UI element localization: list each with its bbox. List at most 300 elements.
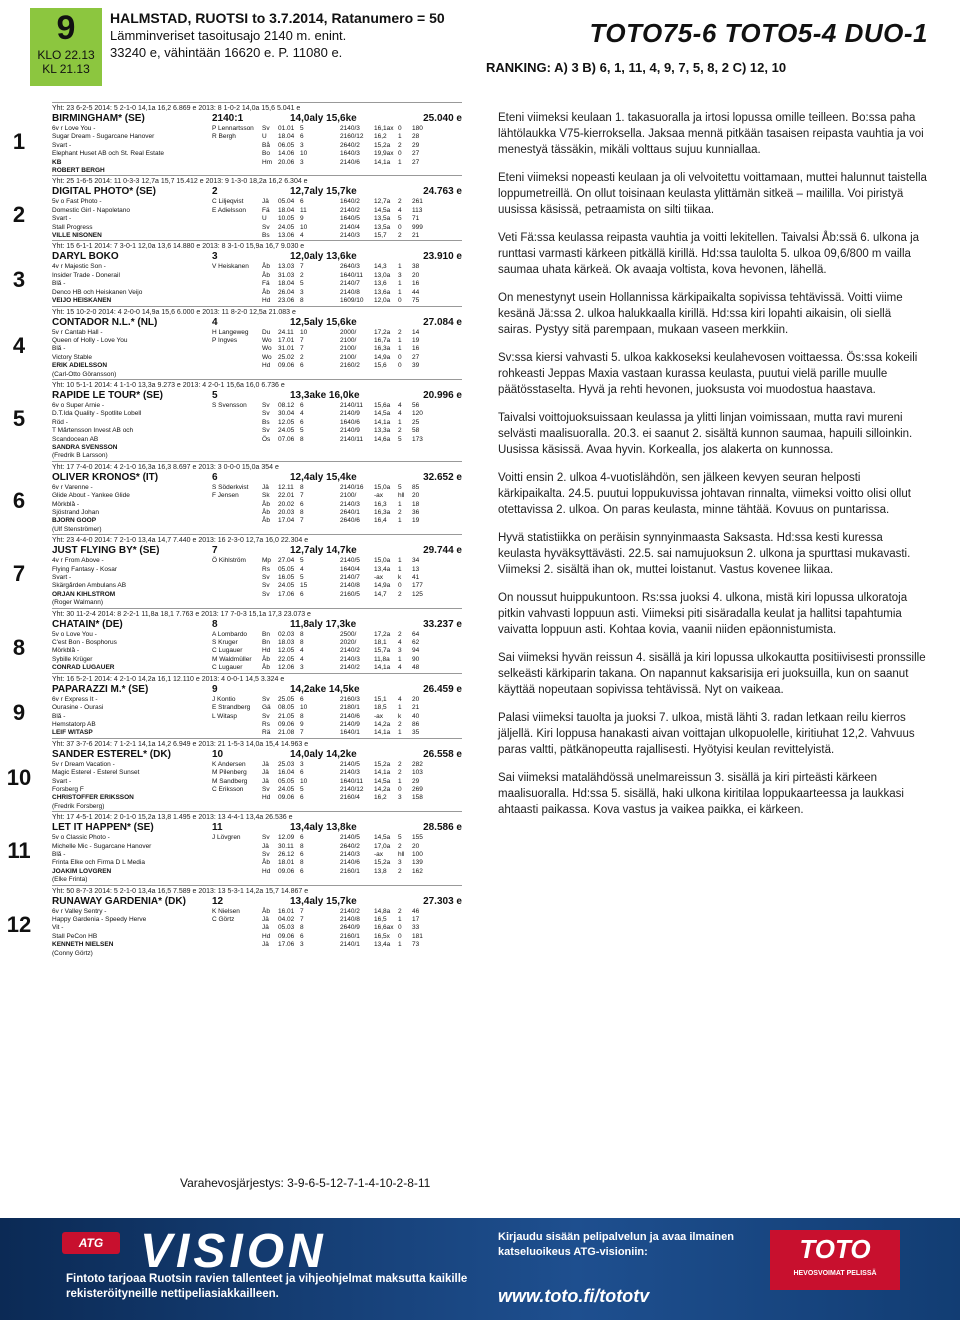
race-subtitle: Lämminveriset tasoitusajo 2140 m. enint. [110,28,347,43]
start-cell: 7 [300,263,304,271]
start-cell: 16.04 [278,769,295,777]
start-cell: Hd [262,867,271,875]
race-number: 9 [56,9,76,47]
start-cell: 2640/2 [340,141,360,149]
start-cell: Sv [262,850,270,858]
start-cell: 11,8a [374,655,390,663]
start-cell: 177 [412,582,423,590]
start-cell: 13,4a [374,941,391,949]
start-cell: Sv [262,427,270,435]
pedigree-line: 5v o Fast Photo - [52,198,102,206]
start-row [262,280,462,288]
pedigree-line: Denco HB och Heiskanen Veijo [52,288,143,296]
horse-name-row [52,619,462,631]
start-cell: Jä [262,777,269,785]
horse-track: 7 [212,545,218,557]
start-cell: Wo [262,353,272,361]
horse-records: 12,7aly 14,7ke [290,545,357,557]
start-cell: 15,6 [374,362,387,370]
pedigree [52,198,212,240]
start-cell: 6 [300,590,304,598]
start-cell: 24.05 [278,223,295,231]
drivers [212,125,262,175]
horse-name-row [52,317,462,329]
start-cell: 0 [398,362,402,370]
career-summary: Yht: 17 7-4-0 2014: 4 2-1-0 16,3a 16,3 8.697 e 2013: 3 0-0-0 15,0a 354 e [52,463,279,471]
start-cell: Åb [262,500,270,508]
start-cell: 19,9ax [374,150,394,158]
start-cell: 2640/6 [340,517,360,525]
recent-starts [262,125,462,175]
horse-winnings: 27.303 e [423,895,462,907]
start-cell: 25 [412,418,420,426]
pedigree [52,834,212,884]
start-cell: 6 [300,418,304,426]
start-cell: 7 [300,729,304,737]
career-summary: Yht: 50 8-7-3 2014: 5 2-1-0 13,4a 16,5 7.589 e 2013: 13 5-3-1 14,2a 15,7 14.867 e [52,887,309,895]
pedigree-line: JOAKIM LÖVGREN [52,867,112,875]
start-cell: 10 [300,223,308,231]
start-cell: 14,5a [374,777,391,785]
start-cell: 0 [398,150,402,158]
start-cell: Sv [262,223,270,231]
start-cell: 1 [398,565,402,573]
recent-starts [262,263,462,305]
pedigree-line: KENNETH NIELSEN [52,941,114,949]
start-cell: 2 [398,198,402,206]
reserve-order: Varahevosjärjestys: 3-9-6-5-12-7-1-4-10-2-8-11 [180,1176,431,1190]
pedigree [52,557,212,607]
start-row [262,631,462,639]
start-cell: Sv [262,785,270,793]
race-header [0,0,960,92]
start-cell: 6 [300,362,304,370]
start-cell: 2 [398,427,402,435]
start-cell: Åb [262,263,270,271]
start-cell: 4 [398,410,402,418]
start-cell: 2640/1 [340,509,360,516]
start-row [262,329,462,337]
start-cell: 2140/3 [340,850,360,858]
start-cell: 15,2a [374,859,391,867]
horse-name: LET IT HAPPEN* (SE) [52,822,154,834]
pedigree-line: Sugar Dream - Sugarcane Hanover [52,133,155,141]
start-cell: 12.11 [278,483,294,491]
pedigree [52,484,212,534]
start-number: 3 [12,267,26,293]
start-row [262,924,462,932]
start-cell: 13,0a [374,271,391,279]
start-cell: Jä [262,769,269,777]
start-cell: 1 [398,655,402,663]
pedigree-line: Queen of Holly - Love You [52,336,128,344]
start-cell: Hd [262,297,271,305]
start-cell: 2000/ [340,328,357,336]
driver-line: M Sandberg [212,777,248,785]
pedigree [52,125,212,175]
start-cell: 90 [412,655,420,663]
pedigree-line: CONRAD LUGAUER [52,664,115,672]
start-cell: 16,3a [374,509,391,516]
horse-winnings: 32.652 e [423,471,462,483]
start-cell: 2100/ [340,345,357,353]
start-cell: 2 [398,590,402,598]
horse-entry [12,240,462,305]
ranking: RANKING: A) 3 B) 6, 1, 11, 4, 9, 7, 5, 8, 2 C) 12, 10 [486,60,787,75]
start-cell: 1640/3 [340,150,360,158]
start-cell: 3 [398,647,402,655]
start-cell: 14,3 [374,263,387,271]
start-cell: Åb [262,517,270,525]
start-cell: Sv [262,712,270,720]
start-row [262,834,462,842]
start-row [262,207,462,215]
horse-name-row [52,545,462,557]
start-row [262,337,462,345]
horse-name: JUST FLYING BY* (SE) [52,545,160,557]
start-cell: 39 [412,362,420,370]
recent-starts [262,834,462,884]
pedigree-line: (Ulf Stenströmer) [52,525,102,533]
pedigree-line: Happy Gardenia - Speedy Herve [52,916,147,923]
start-cell: 30.11 [278,842,294,850]
start-cell: 2140/16 [340,483,364,491]
race-time: KLO 22.13 [37,48,95,62]
start-cell: 21 [412,704,420,712]
start-cell: 40 [412,712,420,720]
pedigree-line: Skärgården Ambulans AB [52,582,127,590]
horse-name: CHATAIN* (DE) [52,618,123,630]
pedigree-line: ERIK ADIELSSON [52,362,108,370]
start-cell: 62 [412,639,420,647]
start-cell: 2140/8 [340,288,360,296]
start-cell: 1640/11 [340,271,364,279]
start-cell: 09.06 [278,932,295,940]
start-cell: 16,2 [374,133,387,141]
start-cell: 3 [300,941,304,949]
start-cell: 2640/9 [340,924,360,932]
start-cell: 4 [398,664,402,672]
start-cell: 3 [300,288,304,296]
horse-track: 2 [212,186,218,198]
start-cell: 1 [398,517,402,525]
start-row [262,125,462,133]
start-row [262,769,462,777]
race-number-box [30,8,102,86]
start-cell: 12,0a [374,297,391,305]
horse-name: BIRMINGHAM* (SE) [52,113,145,124]
horse-name-row [52,822,462,834]
start-cell: 09.06 [278,794,295,802]
driver-line: K Andersen [212,760,246,768]
recent-starts [262,557,462,607]
start-cell: 4 [398,206,402,214]
horse-comment: Sai viimeksi hyvän reissun 4. sisällä ja kiri lopussa ulkokautta positiivisesti pronssille selkeästi kärkiparin takana. On napannut kaksarisija eri juoksuilla, kun on saanut käyttää nopeutaan sopivissa tehtävissä. Nyt on vaikeaa. [498,652,926,696]
start-cell: 8 [300,842,304,850]
start-cell: 2140/4 [340,223,360,231]
recent-starts [262,484,462,534]
pedigree-line: CHRISTOFFER ERIKSSON [52,794,134,802]
start-row [262,419,462,427]
start-cell: hll [398,850,405,858]
start-row [262,704,462,712]
pedigree-line: KB [52,158,62,166]
start-cell: 0 [398,353,402,361]
horse-comment: Hyvä statistiikka on peräisin synnyinmaasta Saksasta. Hd:ssa kesti kuressa keulasta hyväksyttävästi. 22.5. sai namujuoksun 2. ulkona ja spurttasi mukavasti. Viimeksi 2. sisältä ihan ok, muttei loistanut. Vastus koveneе liikaa. [498,532,911,576]
start-cell: 2140/3 [340,500,360,508]
start-row [262,492,462,500]
start-cell: 09.06 [278,362,295,370]
start-cell: 2160/1 [340,932,360,940]
start-cell: 24.05 [278,785,295,793]
horse-entry [12,673,462,738]
start-cell: 29 [412,141,420,149]
driver-line: S Svensson [212,401,247,409]
pedigree [52,696,212,738]
horse-details [52,125,462,175]
horse-name: RAPIDE LE TOUR* (SE) [52,389,163,401]
start-cell: 1640/6 [340,418,360,426]
start-cell: 48 [412,664,420,672]
start-cell: 5 [300,280,304,288]
start-cell: 5 [300,785,304,793]
horse-comment: Voitti ensin 2. ulkoa 4-vuotislähdön, sen jälkeen kevyen seuran helposti kärkipaikalta. 24.5. puutui loppukuvissa johtavan rinnalta, viimeksi voitto olisi ollut otettavissa 2. ulkoa. On paras keulasta, minne tähtää. Kovuus on puntarissa. [498,472,911,516]
start-cell: 181 [412,932,423,940]
pedigree-line: 6v r Varenne - [52,483,93,491]
horse-track: 2140:1 [212,113,244,124]
pedigree-line: Svart - [52,215,72,223]
start-cell: 3 [398,794,402,802]
start-cell: 2 [398,867,402,875]
start-cell: 19 [412,517,420,525]
race-title: HALMSTAD, RUOTSI to 3.7.2014, Ratanumero = 50 [110,10,445,26]
start-cell: 25.03 [278,760,295,768]
start-cell: 8 [300,639,304,647]
start-cell: 2140/8 [340,916,360,923]
horse-details [52,557,462,607]
pedigree-line: Blå - [52,850,66,858]
horse-entry [12,175,462,240]
start-cell: 15,1 [374,695,387,703]
pedigree-line: Vit - [52,924,64,932]
start-cell: 11 [300,206,307,214]
start-cell: -ax [374,850,384,858]
start-cell: 28 [412,133,420,141]
toto-url-link[interactable]: www.toto.fi/tototv [498,1286,650,1306]
start-cell: 8 [300,630,304,638]
start-cell: 34 [412,557,420,565]
start-cell: 1640/11 [340,777,364,785]
start-cell: 71 [412,215,420,223]
start-cell: 0 [398,932,402,940]
start-cell: 0 [398,297,402,305]
start-cell: 8 [300,297,304,305]
drivers [212,696,262,738]
start-cell: 1 [398,777,402,785]
pedigree [52,908,212,958]
horse-winnings: 28.586 e [423,822,462,834]
start-row [262,656,462,664]
pedigree-line: 4v r From Above - [52,557,104,565]
start-cell: 14,9a [374,353,391,361]
pedigree-line: Blå - [52,712,66,720]
start-cell: 6 [300,850,304,858]
start-cell: Åb [262,288,270,296]
toto-logo [770,1230,900,1290]
start-cell: 17,2a [374,328,391,336]
start-cell: 120 [412,410,423,418]
start-cell: -ax [374,712,384,720]
start-cell: 2 [398,509,402,516]
start-cell: 25.05 [278,695,295,703]
banner-login-text: Kirjaudu sisään pelipalvelun ja avaa ilmainen katseluoikeus ATG-visioniin: [498,1231,734,1258]
start-cell: 18.04 [278,280,295,288]
start-cell: 6 [300,932,304,940]
horse-records: 13,4aly 15,7ke [290,895,357,907]
driver-line: C Lugauer [212,664,243,672]
start-row [262,215,462,223]
start-cell: Wo [262,336,272,344]
start-cell: 24.05 [278,582,295,590]
start-cell: 15,2a [374,760,391,768]
start-cell: 1 [398,729,402,737]
start-cell: 15,7a [374,647,391,655]
start-row [262,198,462,206]
start-cell: 16,1ax [374,125,394,132]
career-summary: Yht: 30 11-2-4 2014: 8 2-2-1 11,8a 18,1 7.763 e 2013: 17 7-0-3 15,1a 17,3 23.073 e [52,610,311,618]
driver-line: S Söderkvist [212,483,249,491]
start-cell: 16 [412,280,420,288]
start-row [262,410,462,418]
career-summary: Yht: 25 1-6-5 2014: 11 0-3-3 12,7a 15,7 15.412 e 2013: 9 1-3-0 18,2a 16,2 6.304 e [52,178,308,186]
start-cell: 103 [412,769,423,777]
start-row [262,289,462,297]
horse-name-row [52,896,462,908]
start-cell: 22.01 [278,492,295,500]
start-cell: 2 [398,769,402,777]
start-cell: Bn [262,639,270,647]
horse-winnings: 26.459 e [423,683,462,695]
start-cell: 20.02 [278,500,295,508]
pedigree-line: Scandocean AB [52,435,99,443]
start-cell: 1 [398,557,402,565]
start-cell: 14,8a [374,907,391,915]
start-cell: 09.06 [278,867,295,875]
start-cell: 13,3a [374,427,391,435]
start-row [262,786,462,794]
drivers [212,631,262,673]
horse-records: 13,4aly 13,8ke [290,822,357,834]
start-cell: 46 [412,907,420,915]
start-number: 6 [12,487,26,513]
start-row [262,362,462,370]
start-cell: 14.06 [278,150,295,158]
horse-name: RUNAWAY GARDENIA* (DK) [52,895,186,907]
horse-name-row [52,113,462,125]
drivers [212,402,262,461]
start-cell: 1 [398,288,402,296]
start-cell: 2160/5 [340,590,360,598]
start-cell: Åb [262,664,270,672]
horse-track: 8 [212,618,218,630]
pedigree-line: 5v o Classic Photo - [52,834,110,842]
horse-entry [12,461,462,534]
start-cell: 17 [412,916,420,923]
start-cell: 27 [412,353,420,361]
start-cell: 1 [398,336,402,344]
pedigree-line: Mörkblå - [52,500,80,508]
horse-winnings: 25.040 e [423,113,462,124]
recent-starts [262,329,462,379]
start-cell: 26.12 [278,850,295,858]
start-cell: 13,8 [374,867,387,875]
start-cell: 18.03 [278,639,295,647]
start-cell: 27 [412,158,420,166]
pedigree-line: 5v o Love You - [52,630,97,638]
pedigree-line: C'est Bon - Bosphorus [52,639,117,647]
start-cell: 4 [398,695,402,703]
start-cell: 13,6 [374,280,387,288]
race-info [110,10,445,61]
career-summary: Yht: 10 5-1-1 2014: 4 1-1-0 13,3a 9.273 e 2013: 4 2-0-1 15,6a 16,0 6.736 e [52,381,285,389]
start-cell: 02.03 [278,630,295,638]
horse-track: 12 [212,895,224,907]
pedigree [52,263,212,305]
start-cell: 20.03 [278,509,295,516]
start-cell: 17.04 [278,517,295,525]
pedigree-line: Domestic Girl - Napoletano [52,206,131,214]
race-prize: 33240 e, vähintään 16620 e. P. 11080 e. [110,45,343,60]
start-cell: Hd [262,794,271,802]
start-cell: 16,2 [374,794,387,802]
start-cell: 41 [412,574,420,582]
start-cell: 1609/10 [340,297,364,305]
start-cell: 6 [300,794,304,802]
start-cell: 14,9a [374,582,391,590]
horse-records: 14,0aly 14,2ke [290,748,357,760]
drivers [212,908,262,958]
start-cell: 0 [398,582,402,590]
start-cell: 8 [300,712,304,720]
start-row [262,263,462,271]
start-cell: 2140/11 [340,401,364,409]
start-cell: Åb [262,655,270,663]
start-cell: 6 [300,133,304,141]
horse-track: 5 [212,389,218,401]
start-cell: 31.01 [278,345,295,353]
career-summary: Yht: 17 4-5-1 2014: 2 0-1-0 15,2a 13,8 1.495 e 2013: 13 4-4-1 13,4a 26.536 e [52,814,293,822]
start-cell: Jä [262,760,269,768]
horse-winnings: 27.084 e [423,316,462,328]
start-cell: 9 [300,215,304,223]
horse-entry [12,306,462,379]
horse-details [52,761,462,811]
start-cell: 29 [412,777,420,785]
horse-entry [7,811,462,884]
pedigree-line: VEIJO HEISKANEN [52,297,112,305]
horse-entry [12,102,462,175]
start-cell: 1 [398,263,402,271]
start-row [262,402,462,410]
horse-records: 11,8aly 17,3ke [290,618,357,630]
driver-line: E Strandberg [212,704,251,712]
start-row [262,297,462,305]
driver-line: C Liljeqvist [212,198,244,206]
start-cell: 2140/11 [340,435,364,443]
start-cell: Sv [262,401,270,409]
start-cell: 17,2a [374,630,391,638]
driver-line: J Lövgren [212,834,241,842]
